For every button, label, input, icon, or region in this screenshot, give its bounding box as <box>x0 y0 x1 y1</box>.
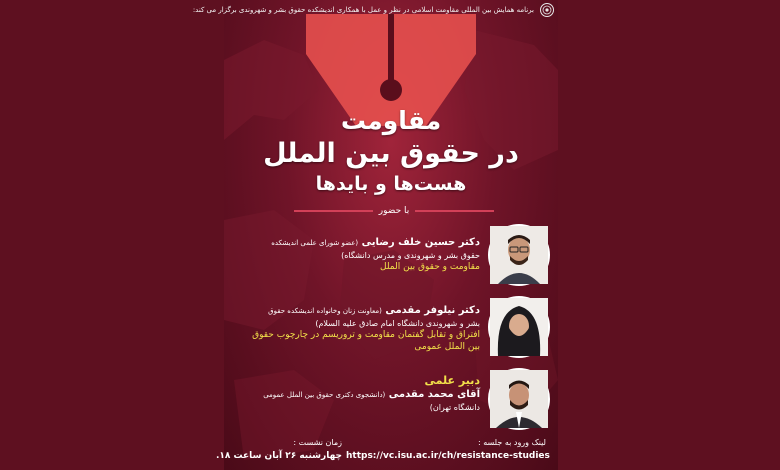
speaker-name: دکتر نیلوفر مقدمی <box>385 305 480 316</box>
speaker-card-1 <box>232 224 550 288</box>
speaker-name-line <box>230 236 480 250</box>
header-text: برنامه همایش بین المللی مقاومت اسلامی در نظر و عمل با همکاری اندیشکده حقوق بشر و شهروندی برگزار می کند: <box>192 6 534 14</box>
session-time-block <box>215 437 342 463</box>
title-line-1: مقاومت <box>340 106 442 135</box>
speaker-info-2 <box>230 304 480 353</box>
speaker-card-2 <box>232 296 550 362</box>
speaker-name: دکتر حسین خلف رضایی <box>361 237 480 248</box>
moderator-card <box>232 368 550 432</box>
speaker-info-1 <box>230 236 480 273</box>
session-link-block <box>346 437 550 463</box>
speaker-photo-icon <box>488 368 550 430</box>
speaker-photo-icon <box>488 224 550 286</box>
speaker-name-line <box>230 304 480 318</box>
with-presence-divider <box>294 204 494 218</box>
speaker-role: (معاونت زنان وخانواده اندیشکده حقوق <box>268 307 382 315</box>
divider-line-right <box>415 210 494 212</box>
speaker-affiliation: بشر و شهروندی دانشگاه امام صادق علیه السلام) <box>315 319 480 328</box>
time-label: زمان نشست : <box>293 438 342 447</box>
speaker-affiliation: حقوق بشر و شهروندی و مدرس دانشگاه) <box>341 251 480 260</box>
title-line-3: هست‌ها و بایدها <box>315 173 467 195</box>
time-value: چهارشنبه ۲۶ آبان ساعت ۱۸. <box>215 451 342 461</box>
title-line-2: در حقوق بین الملل <box>263 138 519 169</box>
speaker-topic: مقاومت و حقوق بین الملل <box>380 262 480 272</box>
moderator-name-line <box>230 388 480 402</box>
speaker-topic-line-2: بین الملل عمومی <box>414 342 480 352</box>
speaker-photo-icon <box>488 296 550 358</box>
moderator-info <box>230 374 480 413</box>
with-presence-label: با حضور <box>378 206 410 216</box>
university-seal-icon <box>540 3 554 17</box>
event-poster <box>192 0 558 470</box>
moderator-name: آقای محمد مقدمی <box>388 389 480 400</box>
speaker-role: (عضو شورای علمی اندیشکده <box>271 239 359 247</box>
link-label: لینک ورود به جلسه : <box>478 438 546 447</box>
event-title <box>224 105 558 197</box>
moderator-role: (دانشجوی دکتری حقوق بین الملل عمومی <box>263 391 386 399</box>
moderator-affiliation: دانشگاه تهران) <box>429 403 480 412</box>
session-link[interactable]: https://vc.isu.ac.ir/ch/resistance-studies <box>346 451 550 461</box>
speaker-topic-line-1: افتراق و تقابل گفتمان مقاومت و تروریسم در چارچوب حقوق <box>252 330 480 340</box>
divider-line-left <box>294 210 373 212</box>
moderator-title: دبیر علمی <box>424 374 480 387</box>
